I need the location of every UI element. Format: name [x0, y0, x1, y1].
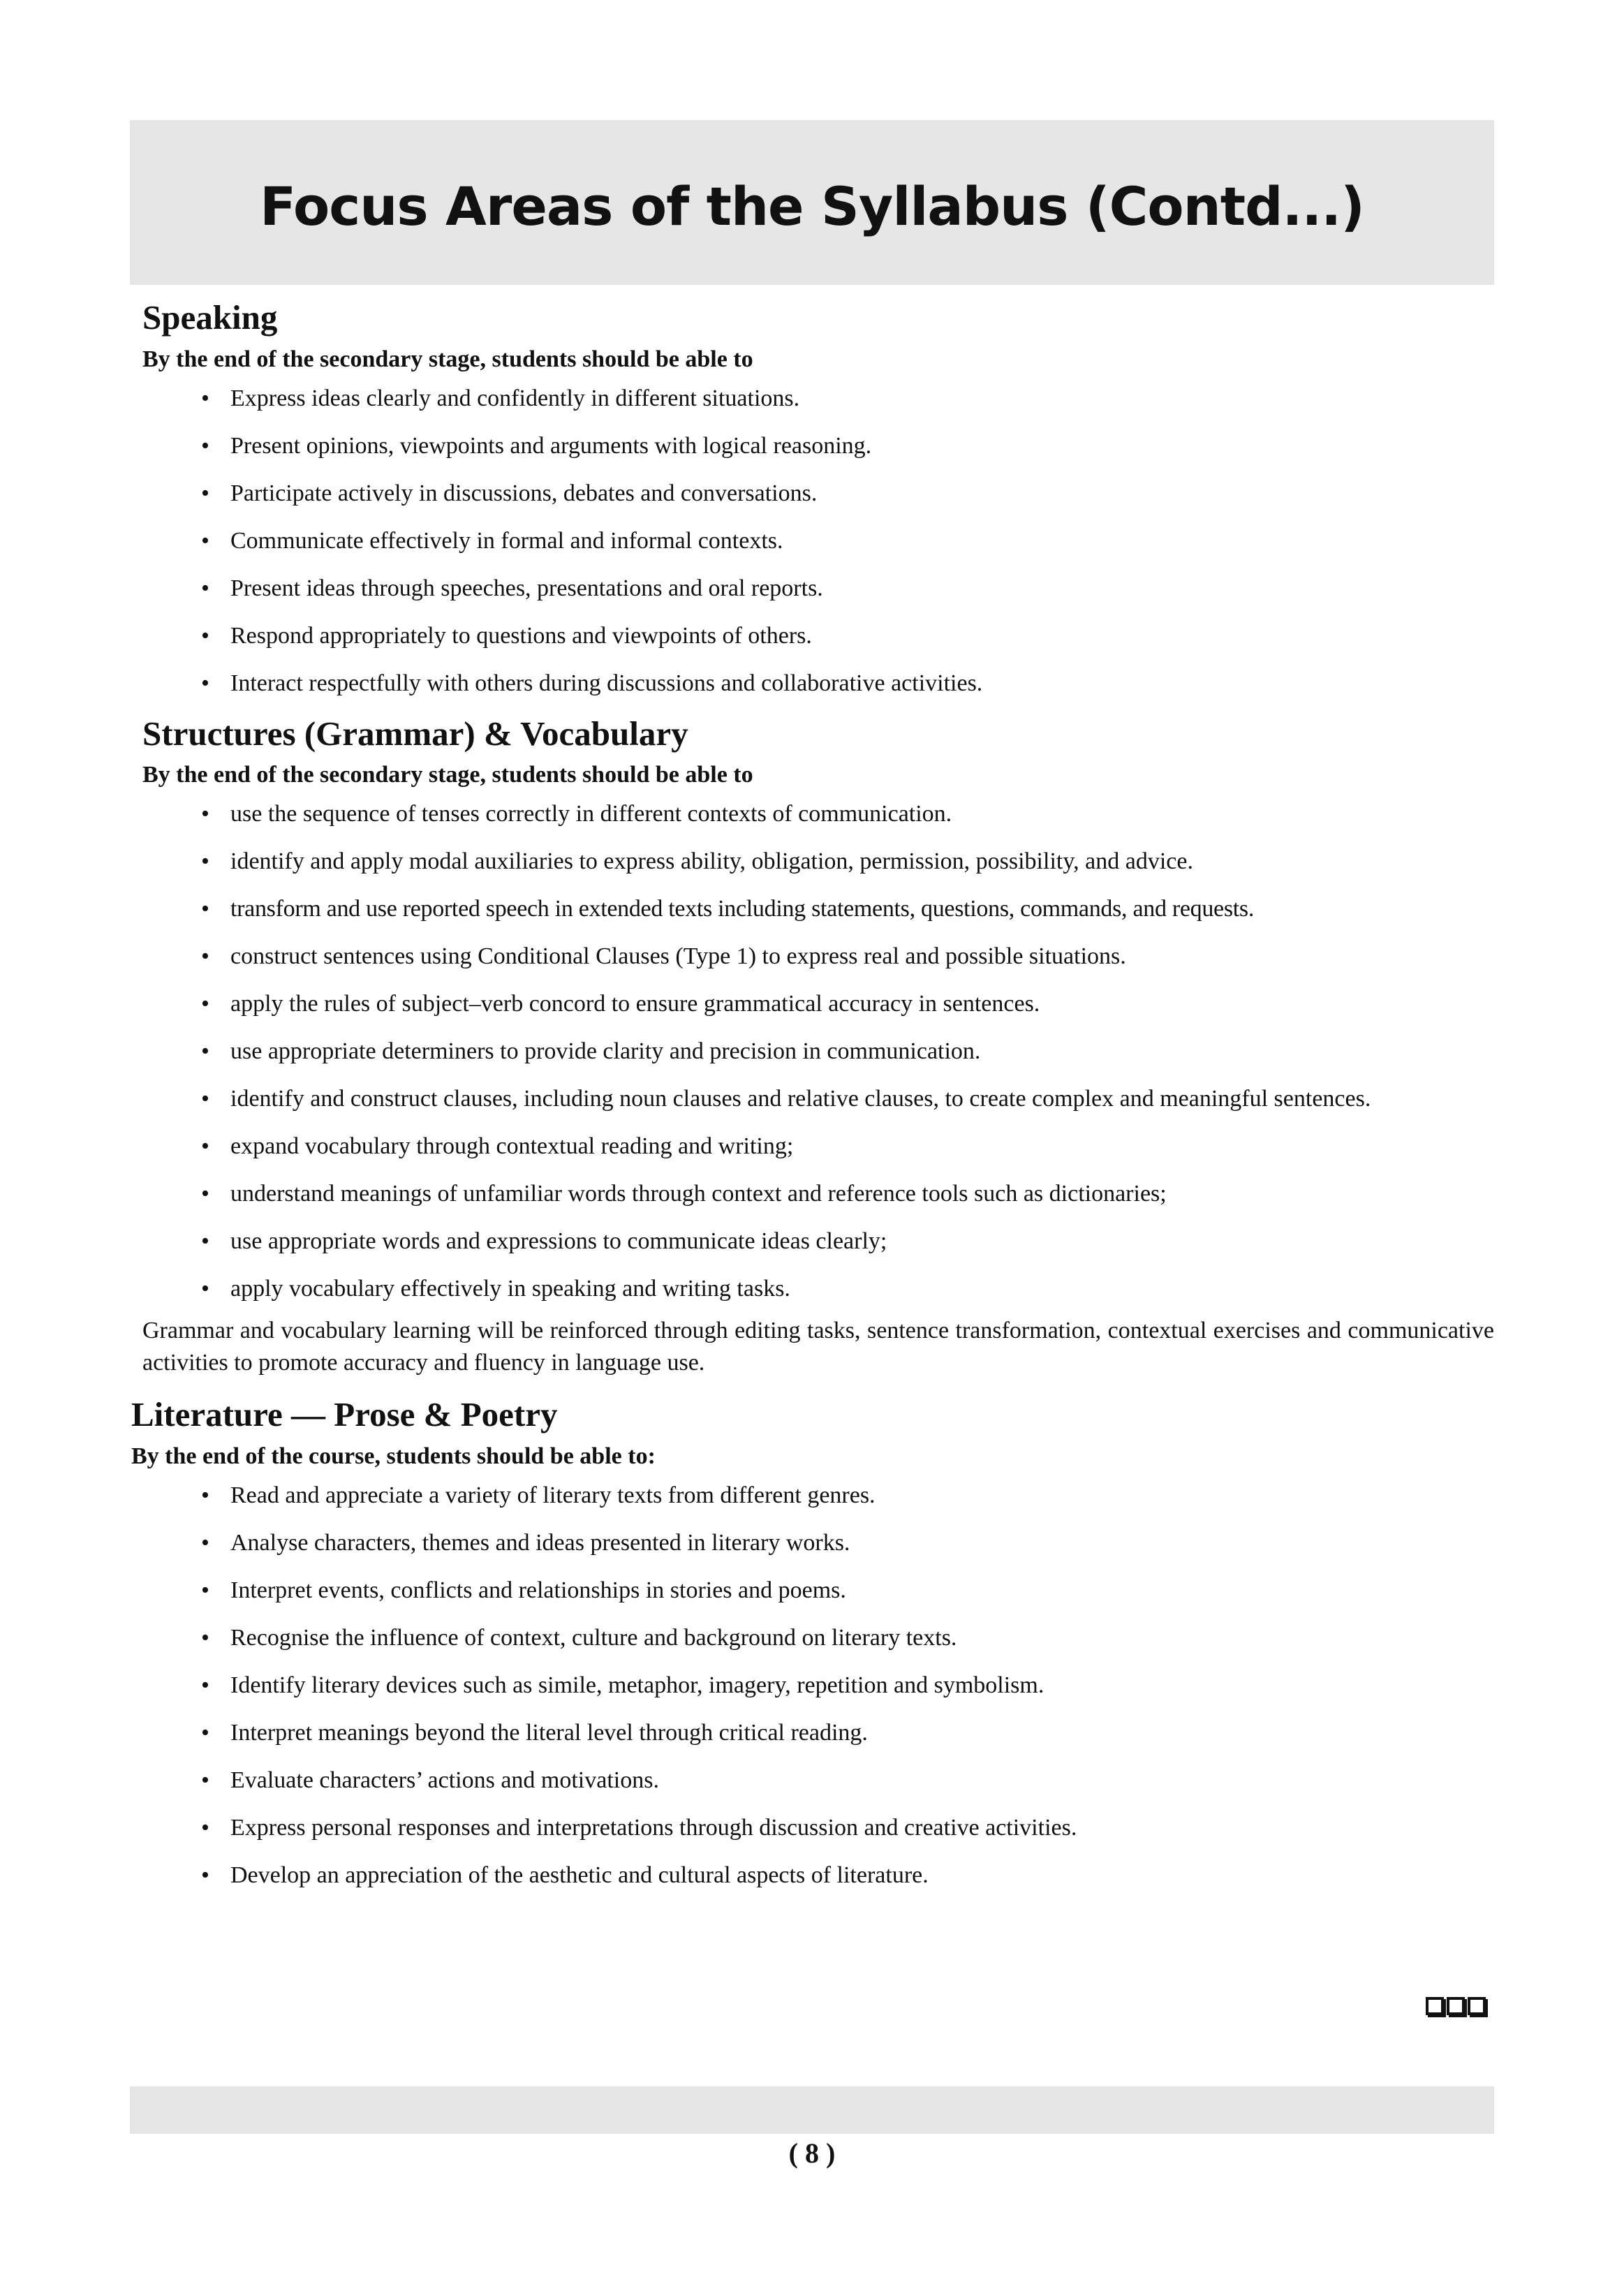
list-item-text: Evaluate characters’ actions and motivations. [230, 1767, 659, 1793]
bullet-icon: • [201, 896, 209, 922]
grammar-list [142, 798, 1494, 1305]
list-item-text: Participate actively in discussions, debates and conversations. [230, 480, 818, 506]
list-item [142, 846, 1494, 878]
bullet-icon: • [201, 1228, 209, 1255]
speaking-list [142, 383, 1494, 700]
list-item-text: Identify literary devices such as simile, metaphor, imagery, repetition and symbolism. [230, 1672, 1044, 1698]
list-item [142, 1670, 1494, 1702]
bullet-icon: • [201, 385, 209, 411]
list-item-text: Respond appropriately to questions and viewpoints of others. [230, 622, 812, 649]
footer-band [130, 2086, 1494, 2134]
speaking-lead: By the end of the secondary stage, students should be able to [142, 346, 753, 372]
bullet-icon: • [201, 1086, 209, 1112]
section-heading-literature: Literature — Prose & Poetry [131, 1395, 558, 1434]
square-icon [1426, 1997, 1444, 2015]
list-item-text: Present ideas through speeches, presentations and oral reports. [230, 575, 823, 601]
list-item-text: expand vocabulary through contextual reading and writing; [230, 1133, 794, 1160]
list-item-text: Develop an appreciation of the aesthetic and cultural aspects of literature. [230, 1862, 929, 1888]
square-icon [1468, 1997, 1486, 2015]
list-item [142, 383, 1494, 415]
list-item-text: transform and use reported speech in extended texts including statements, questions, commands, and requests. [230, 896, 1255, 922]
grammar-lead: By the end of the secondary stage, students should be able to [142, 762, 753, 788]
list-item [142, 1036, 1494, 1068]
bullet-icon: • [201, 1719, 209, 1746]
bullet-icon: • [201, 801, 209, 827]
list-item-text: Read and appreciate a variety of literary texts from different genres. [230, 1482, 876, 1508]
list-item-text: Express ideas clearly and confidently in different situations. [230, 385, 800, 411]
list-item-text: understand meanings of unfamiliar words through context and reference tools such as dictionaries; [230, 1181, 1167, 1207]
bullet-icon: • [201, 622, 209, 649]
list-item-text: apply the rules of subject–verb concord to ensure grammatical accuracy in sentences. [230, 991, 1040, 1017]
list-item-text: Interact respectfully with others during discussions and collaborative activities. [230, 670, 983, 696]
grammar-note: Grammar and vocabulary learning will be reinforced through editing tasks, sentence transformation, contextual exercises and communicative activities to promote accuracy and fluency in language use. [142, 1318, 1494, 1376]
bullet-icon: • [201, 1133, 209, 1160]
list-item-text: Interpret events, conflicts and relationships in stories and poems. [230, 1577, 846, 1603]
list-item [142, 941, 1494, 973]
list-item [142, 1527, 1494, 1559]
bullet-icon: • [201, 848, 209, 875]
title-banner [130, 120, 1494, 285]
section-heading-speaking: Speaking [142, 298, 278, 337]
list-item-text: Recognise the influence of context, culture and background on literary texts. [230, 1624, 957, 1651]
three-hollow-squares-icon [1426, 1997, 1493, 2018]
square-icon [1447, 1997, 1465, 2015]
bullet-icon: • [201, 480, 209, 506]
list-item [142, 1812, 1494, 1844]
bullet-icon: • [201, 991, 209, 1017]
list-item-text: construct sentences using Conditional Clauses (Type 1) to express real and possible situations. [230, 943, 1126, 970]
list-item [142, 798, 1494, 830]
list-item [142, 573, 1494, 605]
list-item [142, 668, 1494, 700]
list-item-text: identify and construct clauses, including noun clauses and relative clauses, to create complex and meaningful sentences. [230, 1086, 1371, 1112]
list-item [142, 1575, 1494, 1607]
list-item-text: Communicate effectively in formal and informal contexts. [230, 527, 783, 554]
page-content [130, 285, 1494, 1892]
bullet-icon: • [201, 1814, 209, 1841]
list-item-text: Present opinions, viewpoints and arguments with logical reasoning. [230, 432, 872, 459]
bullet-icon: • [201, 432, 209, 459]
literature-lead: By the end of the course, students should be able to: [131, 1443, 656, 1469]
bullet-icon: • [201, 1482, 209, 1508]
bullet-icon: • [201, 1577, 209, 1603]
section-speaking [142, 285, 1494, 700]
page-number: ( 8 ) [788, 2137, 836, 2169]
list-item [142, 1717, 1494, 1749]
list-item-text: Express personal responses and interpretations through discussion and creative activities. [230, 1814, 1077, 1841]
bullet-icon: • [201, 1038, 209, 1065]
list-item [142, 988, 1494, 1020]
list-item [142, 525, 1494, 557]
list-item [142, 1480, 1494, 1512]
section-literature [131, 1394, 1494, 1892]
bullet-icon: • [201, 1862, 209, 1888]
list-item-text: use appropriate words and expressions to communicate ideas clearly; [230, 1228, 887, 1255]
section-heading-grammar: Structures (Grammar) & Vocabulary [142, 714, 688, 753]
bullet-icon: • [201, 1276, 209, 1302]
list-item [142, 430, 1494, 462]
list-item-text: apply vocabulary effectively in speaking and writing tasks. [230, 1276, 790, 1302]
literature-list [142, 1480, 1494, 1892]
list-item [142, 1859, 1494, 1892]
bullet-icon: • [201, 527, 209, 554]
list-item-text: use appropriate determiners to provide clarity and precision in communication. [230, 1038, 981, 1065]
bullet-icon: • [201, 1624, 209, 1651]
list-item-text: Interpret meanings beyond the literal level through critical reading. [230, 1719, 868, 1746]
list-item-text: Analyse characters, themes and ideas presented in literary works. [230, 1529, 850, 1556]
list-item [142, 1622, 1494, 1654]
page-title: Focus Areas of the Syllabus (Contd...) [260, 175, 1364, 237]
list-item [142, 1273, 1494, 1305]
list-item [142, 893, 1494, 925]
bullet-icon: • [201, 575, 209, 601]
list-item [142, 1178, 1494, 1210]
list-item [142, 1225, 1494, 1258]
bullet-icon: • [201, 1767, 209, 1793]
list-item [142, 1764, 1494, 1797]
list-item [142, 1083, 1494, 1115]
bullet-icon: • [201, 1181, 209, 1207]
bullet-icon: • [201, 1672, 209, 1698]
bullet-icon: • [201, 943, 209, 970]
list-item [142, 620, 1494, 652]
section-grammar [142, 714, 1494, 1380]
bullet-icon: • [201, 1529, 209, 1556]
list-item [142, 478, 1494, 510]
list-item [142, 1130, 1494, 1163]
bullet-icon: • [201, 670, 209, 696]
list-item-text: use the sequence of tenses correctly in different contexts of communication. [230, 801, 952, 827]
list-item-text: identify and apply modal auxiliaries to express ability, obligation, permission, possibility, and advice. [230, 848, 1193, 875]
